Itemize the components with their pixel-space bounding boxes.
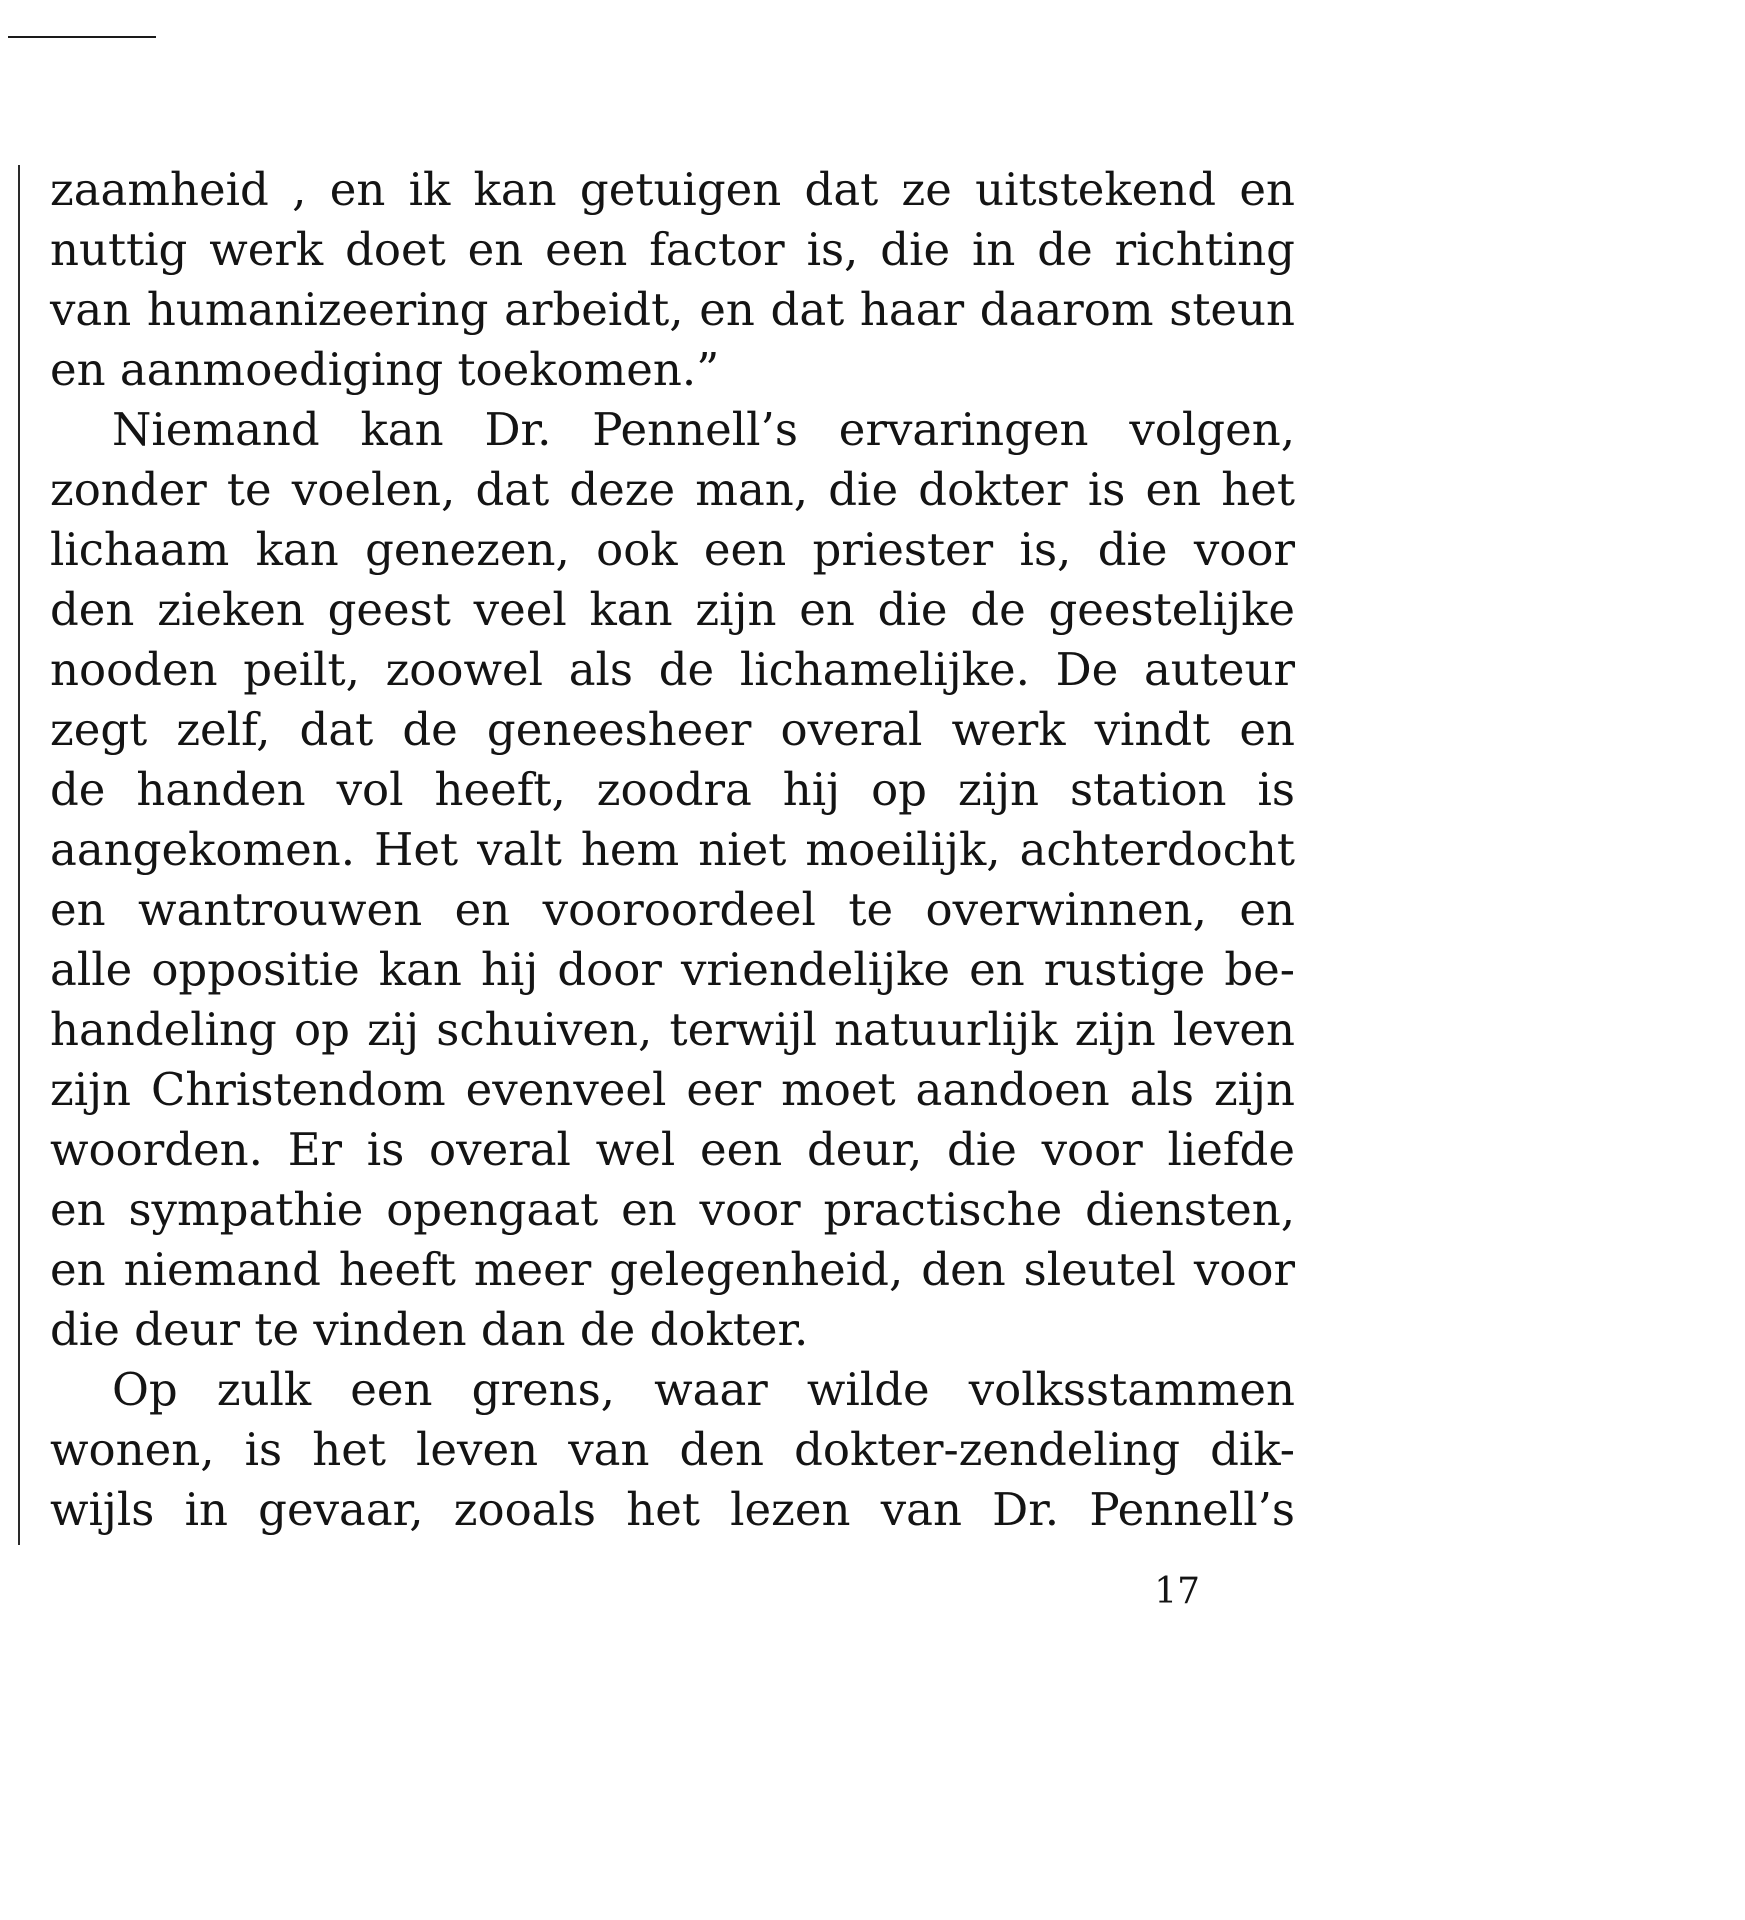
page-edge-line (18, 165, 20, 1545)
text-line: Niemand kan Dr. Pennell’s ervaringen volgen, (112, 403, 1295, 456)
text-line: die deur te vinden dan de dokter. (50, 1303, 809, 1356)
top-rule-divider (8, 36, 156, 38)
text-line: zijn Christendom evenveel eer moet aandoen als zijn (50, 1063, 1295, 1116)
text-line: lichaam kan genezen, ook een priester is, die voor (50, 523, 1295, 576)
text-line: aangekomen. Het valt hem niet moeilijk, achterdocht (50, 823, 1295, 876)
text-line: de handen vol heeft, zoodra hij op zijn station is (50, 763, 1295, 816)
text-line: en wantrouwen en vooroordeel te overwinnen, en (50, 883, 1295, 936)
text-line: handeling op zij schuiven, terwijl natuurlijk zijn leven (50, 1003, 1295, 1056)
text-line: zaamheid , en ik kan getuigen dat ze uitstekend en (50, 163, 1295, 216)
text-line: Op zulk een grens, waar wilde volksstammen (112, 1363, 1295, 1416)
text-line: nooden peilt, zoowel als de lichamelijke. De auteur (50, 643, 1295, 696)
text-line: en aanmoediging toekomen.” (50, 343, 720, 396)
body-text (50, 160, 1295, 1540)
text-line: wijls in gevaar, zooals het lezen van Dr. Pennell’s (50, 1483, 1295, 1536)
text-line: zonder te voelen, dat deze man, die dokter is en het (50, 463, 1295, 516)
text-line: alle oppositie kan hij door vriendelijke en rustige be- (50, 943, 1295, 996)
text-line: woorden. Er is overal wel een deur, die voor liefde (50, 1123, 1295, 1176)
text-line: zegt zelf, dat de geneesheer overal werk vindt en (50, 703, 1295, 756)
text-line: nuttig werk doet en een factor is, die in de richting (50, 223, 1295, 276)
text-line: den zieken geest veel kan zijn en die de geestelijke (50, 583, 1295, 636)
text-line: en niemand heeft meer gelegenheid, den sleutel voor (50, 1243, 1295, 1296)
text-line: van humanizeering arbeidt, en dat haar daarom steun (50, 283, 1295, 336)
text-line: wonen, is het leven van den dokter-zendeling dik- (50, 1423, 1295, 1476)
text-line: en sympathie opengaat en voor practische diensten, (50, 1183, 1295, 1236)
page-number: 17 (1154, 1571, 1200, 1612)
